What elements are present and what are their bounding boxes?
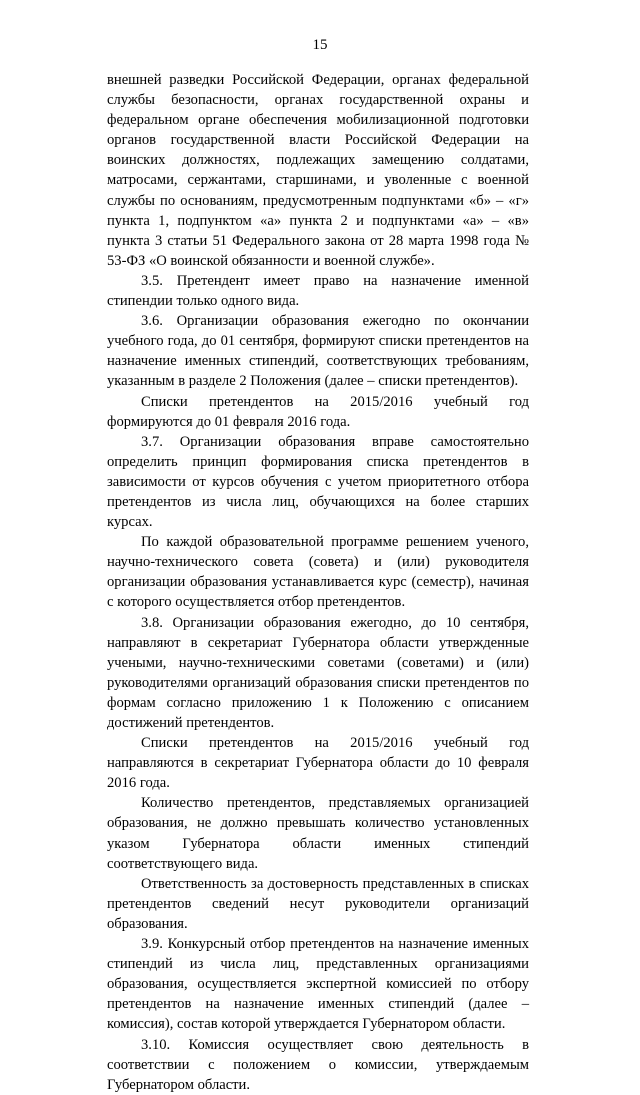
paragraph-3-9: 3.9. Конкурсный отбор претендентов на назначение именных стипендий из числа лиц, представленных организациями образования, осуществляется экспертной комиссией по отбору претендентов на назначение именных стипендий (далее – комиссия), состав которой утверждается Губернатором области.	[107, 936, 529, 1033]
paragraph-3-8-lists-deadline: Списки претендентов на 2015/2016 учебный год направляются в секретариат Губернатора области до 10 февраля 2016 года.	[107, 735, 529, 792]
paragraph-3-8: 3.8. Организации образования ежегодно, до 10 сентября, направляют в секретариат Губернатора области утвержденные учеными, научно-техническими советами (советами) и (или) руководителями организаций образования списки претендентов по формам согласно приложению 1 к Положению с описанием достижений претендентов.	[107, 614, 529, 731]
paragraph-3-7-course: По каждой образовательной программе решением ученого, научно-технического совета (совета) и (или) руководителя организации образования устанавливается курс (семестр), начиная с которого осуществляется отбор претендентов.	[107, 534, 529, 611]
paragraph-3-8-quantity: Количество претендентов, представляемых организацией образования, не должно превышать количество установленных указом Губернатора области именных стипендий соответствующего вида.	[107, 795, 529, 872]
paragraph-3-8-responsibility: Ответственность за достоверность представленных в списках претендентов сведений несут руководители организаций образования.	[107, 875, 529, 932]
paragraph-continuation: внешней разведки Российской Федерации, органах федеральной службы безопасности, органах государственной охраны и федеральном органе обеспечения мобилизационной подготовки органов государственной власти Российской Федерации на воинских должностях, подлежащих замещению солдатами, матросами, сержантами, старшинами, и уволенные с военной службы по основаниям, предусмотренным подпунктами «б» – «г» пункта 1, подпунктом «а» пункта 2 и подпунктами «а» – «в» пункта 3 статьи 51 Федерального закона от 28 марта 1998 года № 53-ФЗ «О воинской обязанности и военной службе».	[107, 72, 529, 269]
paragraph-3-6: 3.6. Организации образования ежегодно по окончании учебного года, до 01 сентября, формируют списки претендентов на назначение именных стипендий, соответствующих требованиям, указанным в разделе 2 Положения (далее – списки претендентов).	[107, 313, 529, 390]
paragraph-3-5: 3.5. Претендент имеет право на назначение именной стипендии только одного вида.	[107, 272, 529, 310]
page-number: 15	[312, 37, 328, 53]
document-body	[107, 70, 529, 1095]
paragraph-3-7: 3.7. Организации образования вправе самостоятельно определить принцип формирования списка претендентов в зависимости от курсов обучения с учетом приоритетного отбора претендентов из числа лиц, обучающихся на более старших курсах.	[107, 433, 529, 531]
paragraph-3-10: 3.10. Комиссия осуществляет свою деятельность в соответствии с положением о комиссии, утверждаемым Губернатором области.	[107, 1036, 529, 1093]
paragraph-3-6-lists-deadline: Списки претендентов на 2015/2016 учебный год формируются до 01 февраля 2016 года.	[107, 393, 529, 430]
